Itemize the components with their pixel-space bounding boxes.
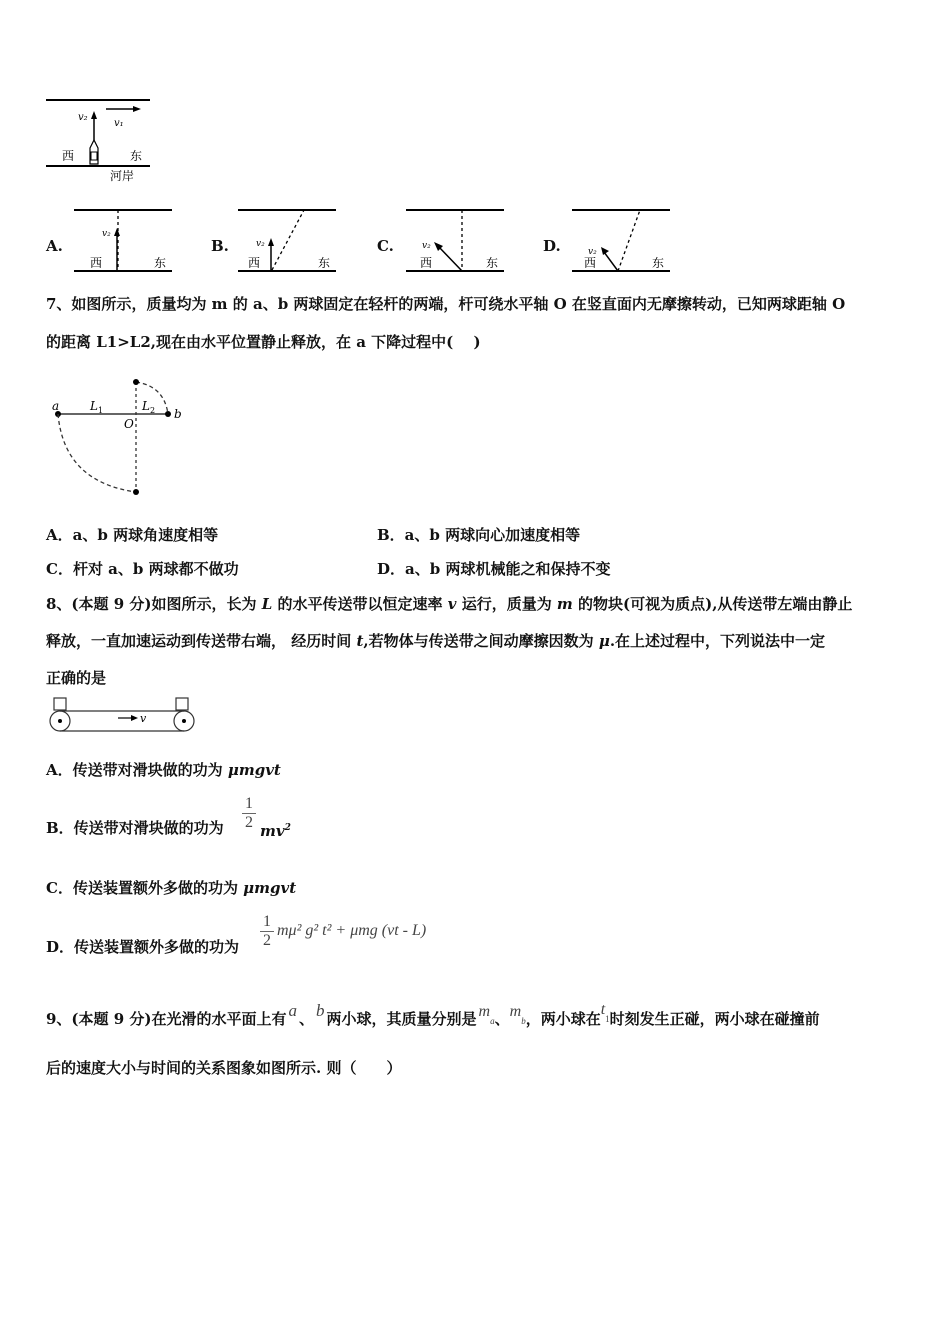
q7-option-c: C．杆对 a、b 两球都不做功 [46, 560, 239, 578]
svg-text:a: a [52, 399, 60, 413]
q8-option-d: D．传送装置额外多做的功为 [46, 938, 240, 956]
conveyor-belt-figure [44, 696, 200, 740]
q7-stem-line1: 7、如图所示，质量均为 m 的 a、b 两球固定在轻杆的两端，杆可绕水平轴 O 在竖直面内无摩擦转动，已知两球距轴 O [46, 295, 846, 313]
svg-text:西: 西 [248, 256, 261, 270]
q6-option-b-label: B. [211, 237, 229, 255]
q6-option-a-figure [70, 204, 176, 276]
svg-text:v₂: v₂ [256, 239, 265, 249]
svg-text:v₂: v₂ [588, 247, 597, 257]
q7-stem-line2: 的距离 L1>L2,现在由水平位置静止释放，在 a 下降过程中( ) [46, 333, 481, 351]
q6-option-c-label: C. [377, 237, 394, 255]
q8-option-d-fraction: 1 2 [260, 913, 274, 950]
svg-text:v: v [140, 712, 147, 725]
rotating-rod-figure [44, 372, 194, 504]
q8-option-b: B．传送带对滑块做的功为 [46, 819, 224, 837]
svg-text:2: 2 [150, 406, 156, 415]
q8-stem-line1: 8、(本题 9 分)如图所示，长为 L 的水平传送带以恒定速率 v 运行，质量为 m 的物块(可视为质点),从传送带左端由静止 [46, 595, 853, 613]
q7-option-a: A．a、b 两球角速度相等 [46, 526, 219, 544]
q7-option-b: B．a、b 两球向心加速度相等 [377, 526, 581, 544]
q8-option-b-fraction: 1 2 [242, 795, 256, 832]
svg-text:东: 东 [318, 256, 331, 270]
q6-option-d-figure [568, 204, 674, 276]
q6-option-c-figure [402, 204, 508, 276]
q6-option-d-label: D. [543, 237, 561, 255]
svg-text:O: O [124, 417, 134, 431]
q9-stem-line2: 后的速度大小与时间的关系图象如图所示. 则（ ） [46, 1059, 402, 1077]
svg-text:L: L [90, 399, 98, 413]
q8-stem-line2: 释放，一直加速运动到传送带右端， 经历时间 t,若物体与传送带之间动摩擦因数为 μ.在上述过程中，下列说法中一定 [46, 632, 826, 650]
svg-text:西: 西 [584, 256, 597, 270]
q6-option-a-label: A. [46, 237, 63, 255]
q8-option-b-expr: $mv^2$ [260, 822, 291, 840]
svg-text:东: 东 [486, 256, 499, 270]
svg-text:东: 东 [652, 256, 665, 270]
svg-text:1: 1 [98, 406, 104, 415]
q8-option-a: A．传送带对滑块做的功为 μmgvt [46, 761, 281, 779]
q9-stem-line1: 9、(本题 9 分)在光滑的水平面上有 a 、 b 两小球，其质量分别是 $m_a$、$m_b$，两小球在$t_1$时刻发生正碰，两小球在碰撞前 [46, 1001, 820, 1028]
q8-option-c: C．传送装置额外多做的功为 μmgvt [46, 879, 297, 897]
q6-option-b-figure [234, 204, 340, 276]
svg-text:西: 西 [420, 256, 433, 270]
boat-icon [90, 140, 98, 164]
svg-text:b: b [174, 407, 182, 421]
svg-text:西: 西 [90, 256, 103, 270]
v1-label: v₁ [114, 118, 124, 129]
svg-text:L: L [142, 399, 150, 413]
svg-text:v₂: v₂ [422, 241, 431, 251]
q7-option-d: D．a、b 两球机械能之和保持不变 [377, 560, 611, 578]
q8-stem-line3: 正确的是 [46, 669, 107, 687]
river-boat-figure [44, 96, 154, 186]
svg-text:v₂: v₂ [102, 229, 111, 239]
bank-label: 河岸 [110, 169, 135, 183]
west-label: 西 [62, 149, 75, 163]
q8-option-d-expr: mμ² g² t² + μmg (vt - L) [277, 922, 427, 939]
east-label: 东 [130, 149, 143, 163]
v2-label: v₂ [78, 112, 88, 123]
svg-text:东: 东 [154, 256, 167, 270]
